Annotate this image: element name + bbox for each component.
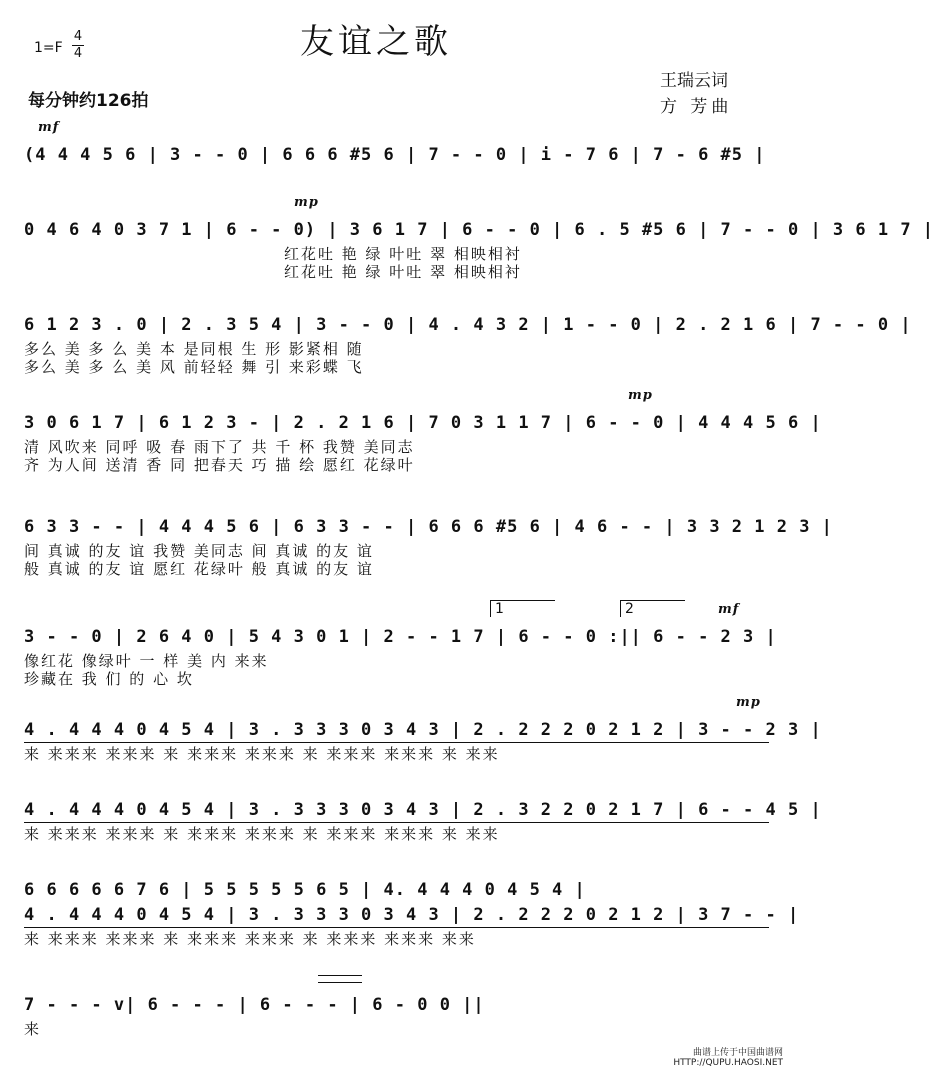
lyric-verse-2: 红花吐 艳 绿 叶吐 翠 相映相衬 (284, 263, 522, 281)
notation-line: 7 - - - v| 6 - - - | 6 - - - | 6 - 0 0 || (24, 995, 485, 1015)
notation-line: 4 . 4 4 4 0 4 5 4 | 3 . 3 3 3 0 3 4 3 | 2 . 3 2 2 0 2 1 7 | 6 - - 4 5 | (24, 800, 822, 820)
lyric-verse-1: 清 风吹来 同呼 吸 春 雨下了 共 千 杯 我赞 美同志 (24, 438, 415, 456)
notation-line: 0 4 6 4 0 3 7 1 | 6 - - 0) | 3 6 1 7 | 6 - - 0 | 6 . 5 #5 6 | 7 - - 0 | 3 6 1 7 | (24, 220, 934, 240)
score-row-3 (24, 310, 912, 376)
score-row-10 (24, 990, 485, 1038)
watermark-line-1: 曲谱上传于中国曲谱网 (692, 1048, 783, 1058)
notation-line: 6 3 3 - - | 4 4 4 5 6 | 6 3 3 - - | 6 6 6 #5 6 | 4 6 - - | 3 3 2 1 2 3 | (24, 517, 833, 537)
dynamic-mark: mf (718, 602, 740, 617)
note-underline (24, 742, 769, 743)
key-signature: 1=F (34, 40, 63, 56)
score-row-1 (24, 120, 769, 170)
note-underline (24, 822, 769, 823)
notation-line: 4 . 4 4 4 0 4 5 4 | 3 . 3 3 3 0 3 4 3 | 2 . 2 2 2 0 2 1 2 | 3 7 - - | (24, 905, 800, 925)
dynamic-mark: mf (38, 120, 60, 135)
score-row-6 (24, 602, 777, 688)
lyric-verse-2: 珍藏在 我 们 的 心 坎 (24, 670, 194, 688)
notation-line: 6 6 6 6 6 7 6 | 5 5 5 5 5 6 5 | 4. 4 4 4 0 4 5 4 | (24, 880, 586, 900)
meter-top: 4 (73, 29, 83, 44)
composer-credit: 方 芳曲 (660, 97, 733, 117)
notation-line: 3 - - 0 | 2 6 4 0 | 5 4 3 0 1 | 2 - - 1 7 | 6 - - 0 :|| 6 - - 2 3 | (24, 627, 777, 647)
score-row-5 (24, 512, 833, 578)
meter-bottom: 4 (73, 46, 83, 61)
lyric-verse-2: 多么 美 多 么 美 风 前轻轻 舞 引 来彩蝶 飞 (24, 358, 364, 376)
lyric-verse-1: 红花吐 艳 绿 叶吐 翠 相映相衬 (284, 245, 522, 263)
tempo-marking: 每分钟约126拍 (28, 91, 149, 111)
lyric-verse-1: 多么 美 多 么 美 本 是同根 生 形 影紧相 随 (24, 340, 364, 358)
volta-second-ending: 2 (620, 600, 685, 617)
notation-line: 4 . 4 4 4 0 4 5 4 | 3 . 3 3 3 0 3 4 3 | 2 . 2 2 2 0 2 1 2 | 3 - - 2 3 | (24, 720, 822, 740)
time-signature (72, 30, 84, 61)
score-row-4 (24, 388, 822, 474)
lyric-verse-1: 间 真诚 的友 谊 我赞 美同志 间 真诚 的友 谊 (24, 542, 374, 560)
score-row-8 (24, 795, 822, 843)
lyricist-credit: 王瑞云词 (660, 71, 728, 91)
notation-line: (4 4 4 5 6 | 3 - - 0 | 6 6 6 #5 6 | 7 - - 0 | i - 7 6 | 7 - 6 #5 | (24, 145, 766, 165)
volta-first-ending: 1 (490, 600, 555, 617)
lyric-verse-2: 般 真诚 的友 谊 愿红 花绿叶 般 真诚 的友 谊 (24, 560, 374, 578)
diminuendo-hairpin (318, 975, 362, 983)
score-row-9 (24, 900, 800, 948)
site-watermark (673, 1048, 783, 1068)
score-row-7 (24, 695, 822, 763)
lyric-verse-1: 来 来来来 来来来 来 来来来 来来来 来 来来来 来来来 来来 (24, 930, 476, 948)
note-underline (24, 927, 769, 928)
notation-line: 3 0 6 1 7 | 6 1 2 3 - | 2 . 2 1 6 | 7 0 3 1 1 7 | 6 - - 0 | 4 4 4 5 6 | (24, 413, 822, 433)
dynamic-mark: mp (628, 388, 653, 403)
dynamic-mark: mp (736, 695, 761, 710)
lyric-verse-1: 像红花 像绿叶 一 样 美 内 来来 (24, 652, 269, 670)
dynamic-mark: mp (294, 195, 319, 210)
score-row-2 (24, 195, 934, 281)
lyric-verse-1: 来 来来来 来来来 来 来来来 来来来 来 来来来 来来来 来 来来 (24, 825, 500, 843)
score-row-9-upper-voice (24, 880, 624, 900)
lyric-verse-2: 齐 为人间 送清 香 同 把春天 巧 描 绘 愿红 花绿叶 (24, 456, 415, 474)
notation-line: 6 1 2 3 . 0 | 2 . 3 5 4 | 3 - - 0 | 4 . 4 3 2 | 1 - - 0 | 2 . 2 1 6 | 7 - - 0 | (24, 315, 912, 335)
page-title: 友谊之歌 (300, 22, 452, 62)
lyric-verse-1: 来 (24, 1020, 42, 1038)
watermark-line-2: HTTP://QUPU.HAOSI.NET (673, 1058, 783, 1068)
lyric-verse-1: 来 来来来 来来来 来 来来来 来来来 来 来来来 来来来 来 来来 (24, 745, 500, 763)
